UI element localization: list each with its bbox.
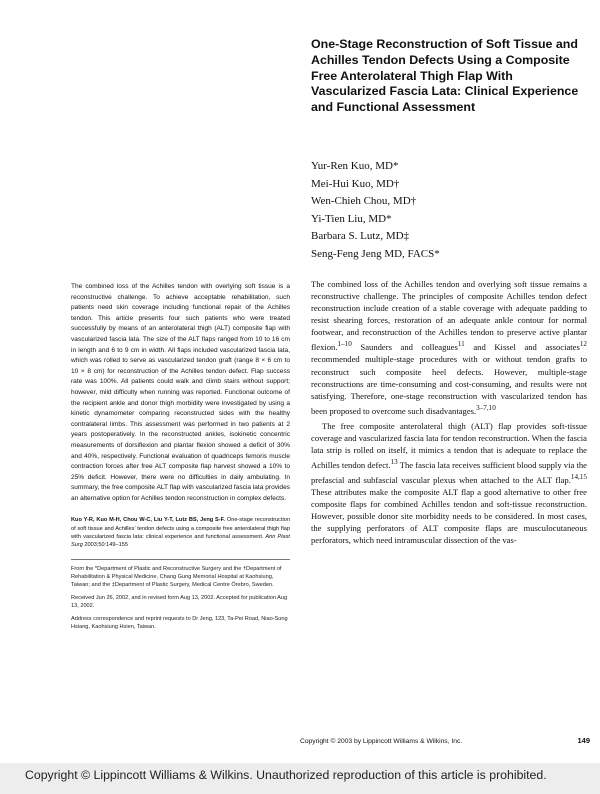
- text-run: recommended multiple-stage procedures with or without tendon grafts to reconstruct such composite heel defects. However, multiple-stage reconstructions are time-consuming and cost-consuming, and results were not satisfying. Therefore, one-stage reconstruction with vascularized tendon has been proposed to overcome such disadvantages.: [311, 354, 587, 416]
- reference-superscript: 1–10: [337, 340, 352, 349]
- article-metadata: [71, 559, 290, 632]
- author-name: Wen-Chieh Chou, MD†: [311, 195, 417, 208]
- citation-journal: Ann Plast Surg: [71, 534, 290, 549]
- author-name: Yur-Ren Kuo, MD*: [311, 160, 399, 172]
- citation: [71, 516, 290, 549]
- text-run: The free composite anterolateral thigh (ALT) flap provides soft-tissue coverage and vascularized fascia lata for tendon reconstruction. When the fascia lata strip is rolled on itself, it mimics a tendon that is adequate to replace the Achilles tendon defect.: [311, 420, 587, 470]
- author-name: Barbara S. Lutz, MD‡: [311, 230, 410, 243]
- body-text-column: [311, 278, 587, 546]
- received-dates: Received Jun 26, 2002, and in revised form Aug 13, 2002. Accepted for publication Aug 13, 2002.: [71, 594, 288, 610]
- reference-superscript: 12: [579, 340, 587, 349]
- affiliations: From the *Department of Plastic and Reconstructive Surgery and the †Department of Rehabilitation & Physical Medicine, Chang Gung Memorial Hospital at Kaohsiung, Taiwan; and the ‡Department of Plastic Surgery, Medical Centre Örebro, Sweden.: [71, 565, 282, 588]
- text-run: The fascia lata receives sufficient blood supply via the prefascial and subfascial vascular plexus when attached to the ALT flap.: [311, 459, 587, 485]
- author-name: Seng-Feng Jeng MD, FACS*: [311, 247, 440, 260]
- text-run: and Kissel and associates: [464, 342, 580, 353]
- article-title: One-Stage Reconstruction of Soft Tissue and Achilles Tendon Defects Using a Composite Free Anterolateral Thigh Flap With Vascularized Fascia Lata: Clinical Experience and Functional Assessment: [311, 37, 579, 115]
- correspondence-address: Address correspondence and reprint requests to Dr Jeng, 123, Ta-Pei Road, Niao-Sung Hsiang, Kaohsiung Hsien, Taiwan.: [71, 616, 288, 631]
- reference-superscript: 14,15: [570, 472, 587, 481]
- text-run: These attributes make the composite ALT flap a good alternative to other free composite flaps for combined Achilles tendon and soft-tissue reconstruction. However, possible donor site morbidity needs to be considered. In most cases, the supplying perforators of ALT composite flaps are musculocutaneous perforators, which need intramuscular dissection of the vas-: [311, 486, 587, 546]
- author-name: Mei-Hui Kuo, MD†: [311, 177, 400, 190]
- citation-reference: 2003;50:149–155: [82, 542, 128, 549]
- author-list: [311, 158, 571, 264]
- text-run: The combined loss of the Achilles tendon and overlying soft tissue remains a reconstructive challenge. The principles of composite Achilles tendon defect reconstruction include creation of a stable coverage with adequate padding to resist shearing forces, restoration of an adequate ankle contour for normal footwear, and reconstruction of the Achilles tendon to preserve active plantar flexion.: [311, 279, 587, 353]
- abstract-text: The combined loss of the Achilles tendon with overlying soft tissue is a reconstructive challenge. To achieve acceptable rehabilitation, such patients need skin coverage including functional repair of the Achilles tendon. This article presents four such patients who were treated successfully by means of an anterolateral thigh (ALT) composite flap with vascularized fascia lata. The size of the ALT flaps ranged from 10 to 16 cm in length and 6 to 9 cm in width. All flaps included vascularized fascia lata, which was rolled to serve as vascularized tendon graft (range 8 × 6 cm to 10 × 8 cm) for reconstruction of the Achilles tendon defect. Flap success rate was 100%. All patients could walk and climb stairs without support; however, mild difficulty when running was reported. Functional outcome of the recipient ankle and donor thigh morbidity were investigated by using a kinetic dynamometer comparing reconstructed sides with the healthy contralateral limbs. This assessment was performed in two patients at 2 years postoperatively. In the reconstructed ankles, isokinetic concentric measurements of dorsiflexion and plantar flexion showed a deficit of 30% and 40%, respectively. Functional evaluation of quadriceps femoris muscle contraction forces after free ALT composite flap harvest showed a 10% to 25% deficit. However, there were no difficulties in daily ambulating. In summary, the free composite ALT flap with vascularized fascia lata provides an alternative option for Achilles tendon reconstruction in complex defects.: [71, 283, 290, 502]
- citation-title: One-stage reconstruction of soft tissue and Achilles' tendon defects using a composite free anterolateral thigh flap with vascularized fascia lata: clinical experience and functional assessment.: [71, 517, 290, 541]
- reference-superscript: 3–7,10: [476, 403, 496, 412]
- citation-authors: Kuo Y-R, Kuo M-H, Chou W-C, Liu Y-T, Lutz BS, Jeng S-F.: [71, 517, 225, 524]
- abstract-column: [71, 282, 290, 636]
- author-name: Yi-Tien Liu, MD*: [311, 212, 392, 225]
- banner-text: Copyright © Lippincott Williams & Wilkins. Unauthorized reproduction of this article is prohibited.: [25, 768, 547, 782]
- page-number: 149: [577, 736, 590, 745]
- reference-superscript: 11: [457, 340, 465, 349]
- copyright-banner: [0, 763, 600, 794]
- footer-copyright: Copyright © 2003 by Lippincott Williams & Wilkins, Inc.: [300, 738, 463, 745]
- body-paragraph: [311, 278, 587, 417]
- reference-superscript: 13: [390, 458, 398, 467]
- body-paragraph: [311, 420, 587, 547]
- text-run: Saunders and colleagues: [351, 342, 458, 353]
